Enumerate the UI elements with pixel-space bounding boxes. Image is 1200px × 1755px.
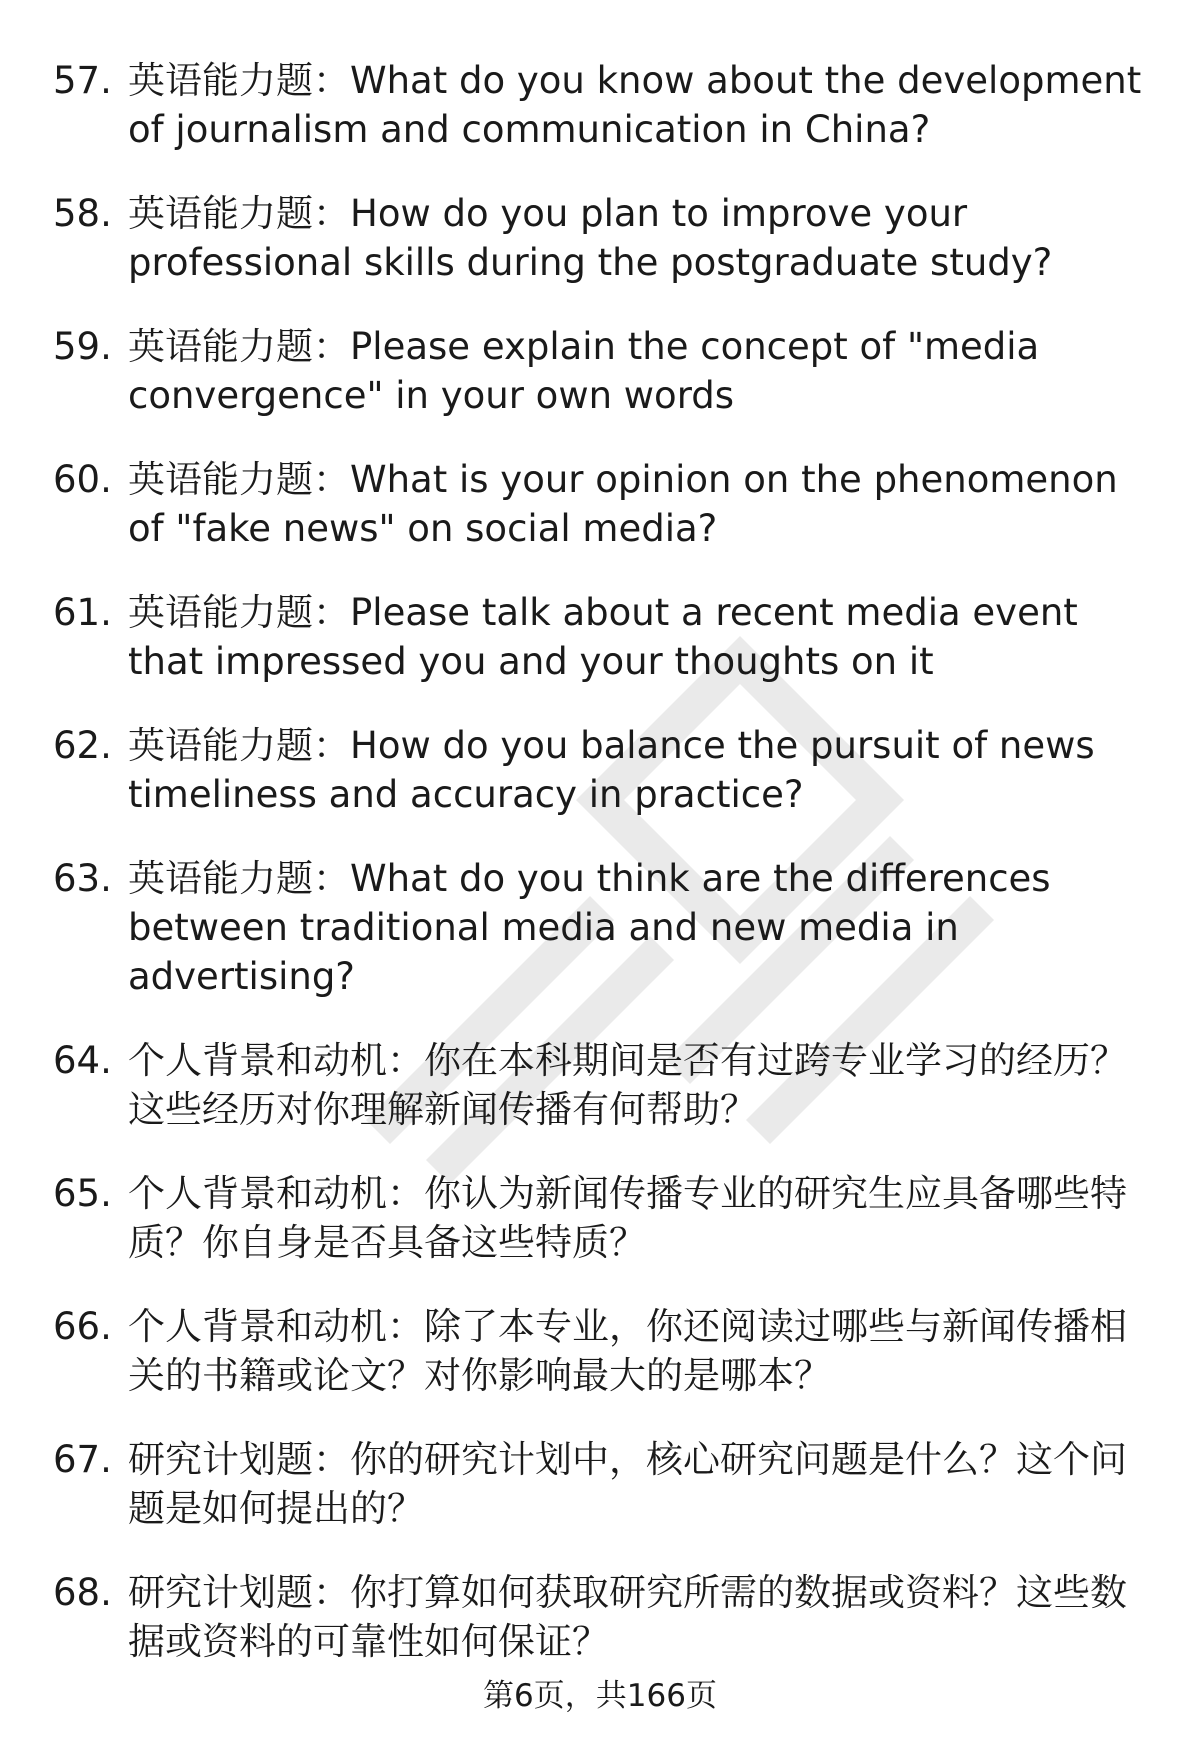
question-item [0, 854, 1200, 1001]
question-text: 研究计划题：你打算如何获取研究所需的数据或资料？这些数据或资料的可靠性如何保证？ [128, 1571, 1127, 1663]
question-item [0, 56, 1200, 154]
question-text: 英语能力题：How do you plan to improve your professional skills during the postgraduate study? [128, 192, 1053, 284]
question-item [0, 721, 1200, 819]
question-item [0, 1435, 1200, 1533]
question-text: 英语能力题：Please explain the concept of "media convergence" in your own words [128, 325, 1040, 417]
question-number: 65. [53, 1172, 112, 1215]
question-text: 英语能力题：Please talk about a recent media event that impressed you and your thoughts on it [128, 591, 1078, 683]
question-item [0, 1169, 1200, 1267]
question-text: 英语能力题：What is your opinion on the phenomenon of "fake news" on social media? [128, 458, 1118, 550]
question-number: 64. [53, 1039, 112, 1082]
question-number: 63. [53, 857, 112, 900]
page-footer: 第6页，共166页 [483, 1678, 717, 1714]
question-text: 英语能力题：What do you think are the differences between traditional media and new media in advertising? [128, 857, 1051, 998]
question-number: 57. [53, 59, 112, 102]
question-text: 个人背景和动机：你在本科期间是否有过跨专业学习的经历？这些经历对你理解新闻传播有何帮助？ [128, 1039, 1127, 1131]
question-number: 59. [53, 325, 112, 368]
question-number: 66. [53, 1305, 112, 1348]
question-text: 英语能力题：How do you balance the pursuit of news timeliness and accuracy in practice? [128, 724, 1095, 816]
question-number: 61. [53, 591, 112, 634]
question-text: 英语能力题：What do you know about the development of journalism and communication in China? [128, 59, 1142, 151]
question-number: 67. [53, 1438, 112, 1481]
question-text: 个人背景和动机：你认为新闻传播专业的研究生应具备哪些特质？你自身是否具备这些特质？ [128, 1172, 1127, 1264]
question-text: 研究计划题：你的研究计划中，核心研究问题是什么？这个问题是如何提出的？ [128, 1438, 1127, 1530]
question-item [0, 322, 1200, 420]
question-item [0, 1036, 1200, 1134]
question-list [0, 56, 1200, 1701]
question-text: 个人背景和动机：除了本专业，你还阅读过哪些与新闻传播相关的书籍或论文？对你影响最大的是哪本？ [128, 1305, 1127, 1397]
question-number: 62. [53, 724, 112, 767]
question-item [0, 455, 1200, 553]
question-item [0, 1302, 1200, 1400]
question-item [0, 189, 1200, 287]
question-number: 60. [53, 458, 112, 501]
question-item [0, 588, 1200, 686]
question-item [0, 1568, 1200, 1666]
question-number: 58. [53, 192, 112, 235]
question-number: 68. [53, 1571, 112, 1614]
